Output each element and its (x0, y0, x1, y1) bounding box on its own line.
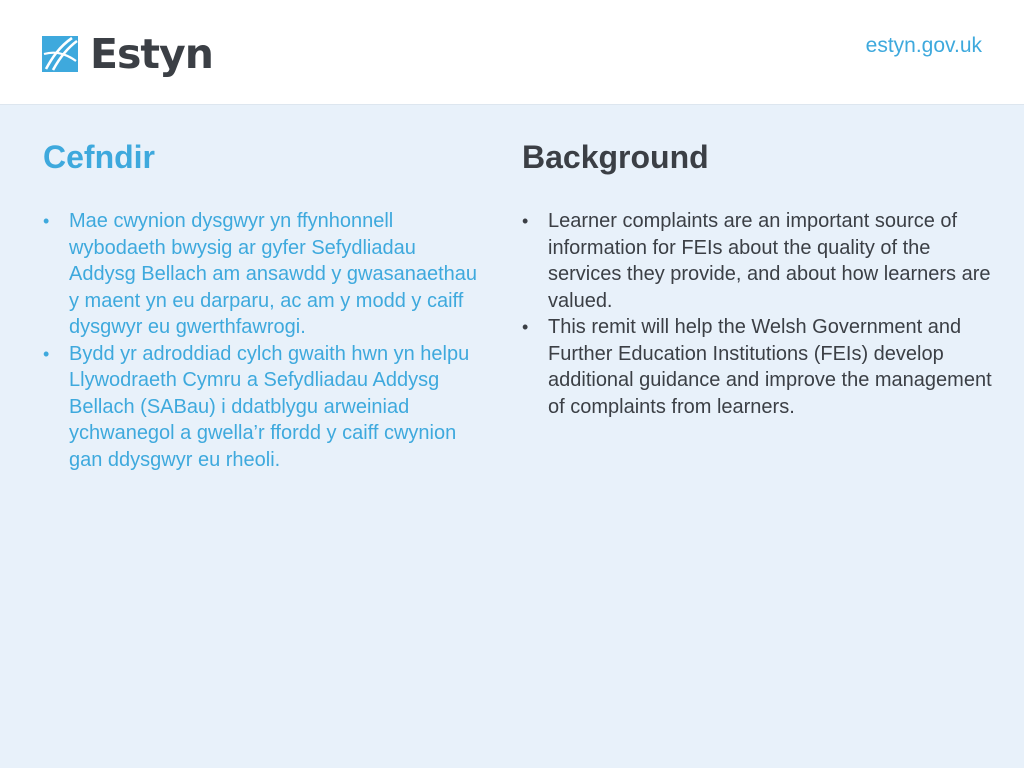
welsh-bullet-list (43, 208, 483, 473)
estyn-logo-icon (42, 36, 78, 72)
welsh-bullet-item: • Mae cwynion dysgwyr yn ffynhonnell wybodaeth bwysig ar gyfer Sefydliadau Addysg Bellach am ansawdd y gwasanaethau y maent yn eu darparu, ac am y modd y caiff dysgwyr eu gwerthfawrogi. (43, 208, 483, 341)
english-bullet-item: • Learner complaints are an important source of information for FEIs about the quality of the services they provide, and about how learners are valued. (522, 208, 992, 314)
english-column (522, 137, 992, 420)
site-header (0, 0, 1024, 105)
site-url-link[interactable]: estyn.gov.uk (865, 34, 982, 57)
english-heading: Background (522, 139, 709, 175)
welsh-heading: Cefndir (43, 139, 155, 175)
english-bullet-list (522, 208, 992, 420)
welsh-bullet-item: • Bydd yr adroddiad cylch gwaith hwn yn helpu Llywodraeth Cymru a Sefydliadau Addysg Bellach (SABau) i ddatblygu arweiniad ychwanegol a gwella’r ffordd y caiff cwynion gan ddysgwyr eu rheoli. (43, 341, 483, 474)
english-bullet-item: • This remit will help the Welsh Government and Further Education Institutions (FEIs) develop additional guidance and improve the management of complaints from learners. (522, 314, 992, 420)
logo-text: Estyn (90, 30, 213, 78)
estyn-logo[interactable] (42, 32, 213, 76)
welsh-column (43, 137, 483, 473)
